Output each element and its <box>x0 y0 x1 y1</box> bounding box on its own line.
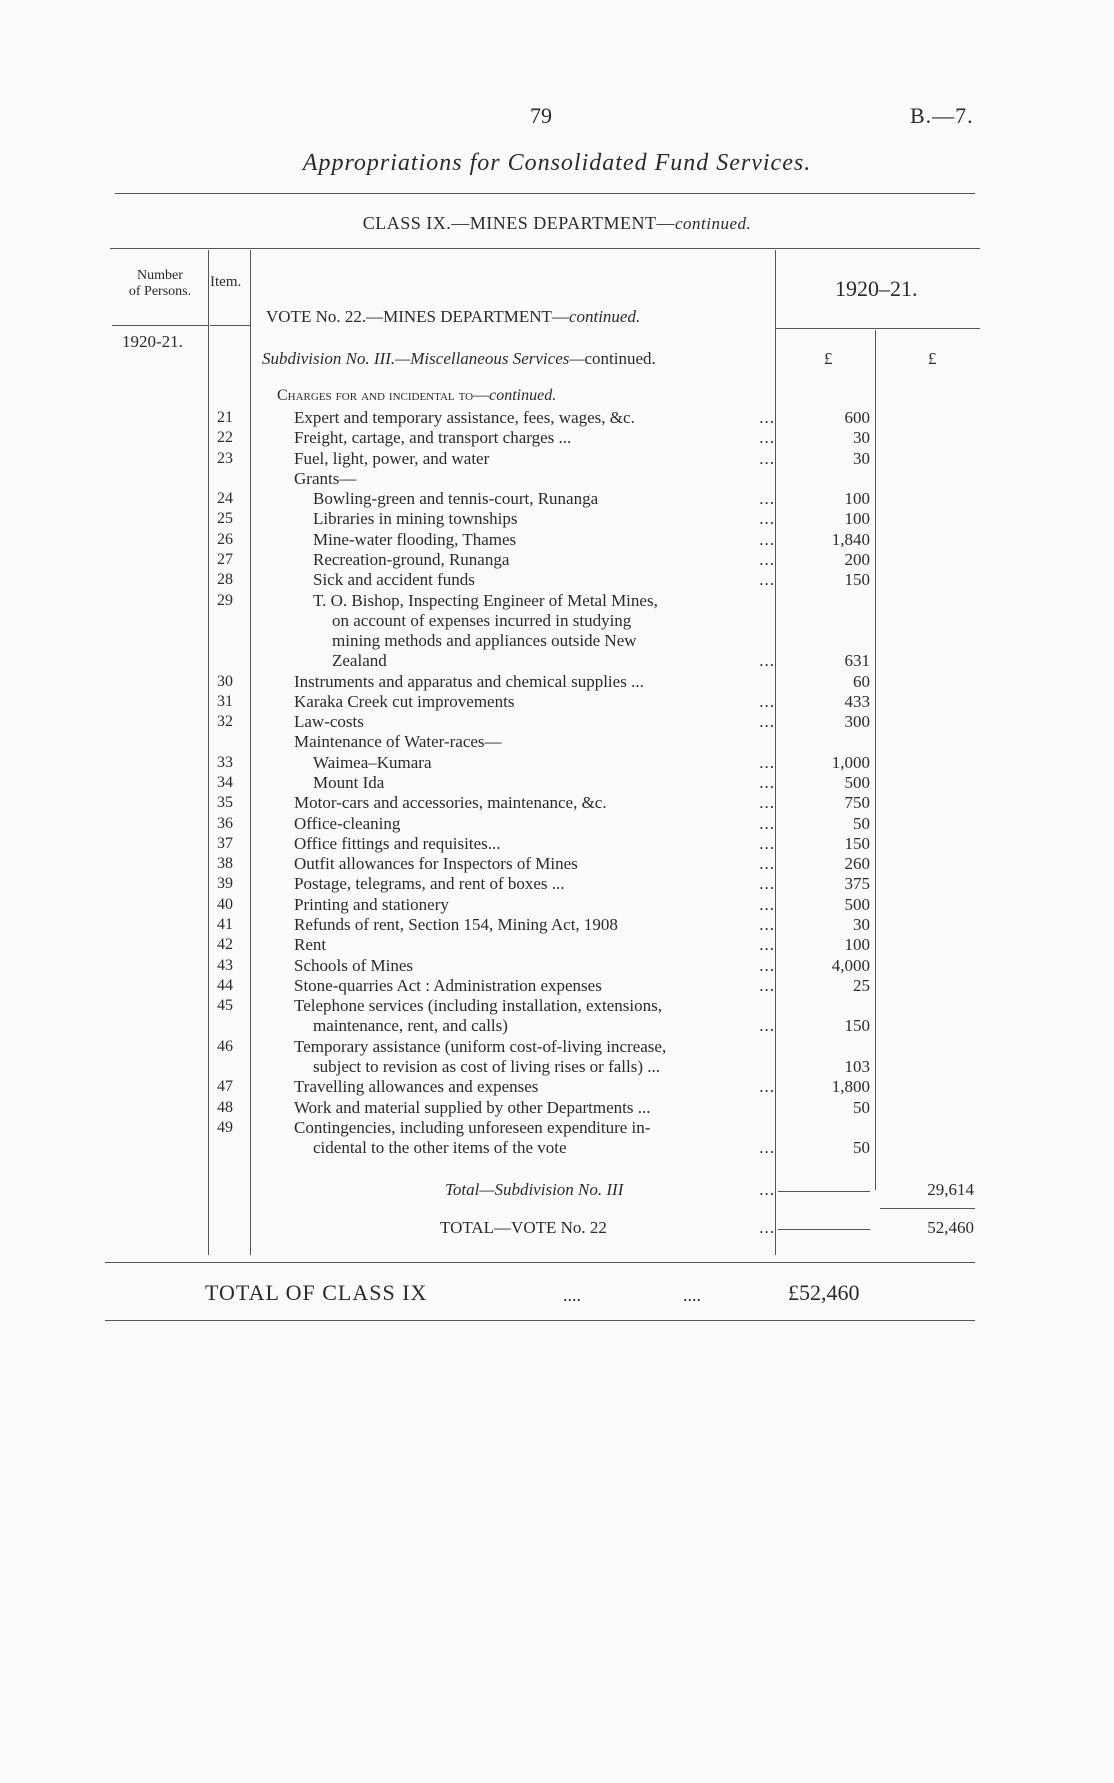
item-amount: 150 <box>844 1016 870 1036</box>
table-row <box>0 611 1114 631</box>
leader-dots: ... <box>759 793 775 813</box>
class-continued: continued. <box>675 214 752 233</box>
item-amount: 50 <box>853 1097 870 1117</box>
leader-dots: ... <box>759 428 775 448</box>
item-number: 34 <box>217 774 233 792</box>
table-row <box>0 753 1114 773</box>
table-row <box>0 834 1114 854</box>
leader-dots: ... <box>759 712 775 732</box>
item-description: Schools of Mines <box>294 955 413 975</box>
item-description: mining methods and appliances outside New <box>332 631 637 651</box>
leader-dots: ... <box>759 1138 775 1158</box>
table-row <box>0 996 1114 1016</box>
item-description: Postage, telegrams, and rent of boxes ... <box>294 874 565 894</box>
table-row <box>0 1057 1114 1077</box>
item-description: Grants— <box>294 468 357 488</box>
item-description: T. O. Bishop, Inspecting Engineer of Metal Mines, <box>313 590 658 610</box>
table-row <box>0 1098 1114 1118</box>
leader-dots: ... <box>759 833 775 853</box>
item-description: Freight, cartage, and transport charges ... <box>294 428 572 448</box>
item-description: Refunds of rent, Section 154, Mining Act, 1908 <box>294 915 618 934</box>
leader-dots: ... <box>759 915 775 934</box>
item-description: Motor-cars and accessories, maintenance, &c. <box>294 793 607 813</box>
class-heading <box>0 213 1114 234</box>
item-number: 38 <box>217 855 233 873</box>
leader-dots: ... <box>759 1218 775 1237</box>
item-amount: 25 <box>853 975 870 995</box>
charges-label: Charges for and incidental to— <box>277 387 490 404</box>
item-amount: 750 <box>844 793 870 813</box>
leader-dots: ... <box>759 651 775 671</box>
leader-dots: ... <box>759 549 775 569</box>
item-description: Libraries in mining townships <box>313 509 518 529</box>
vote-total-label: TOTAL—VOTE No. 22 <box>440 1218 607 1237</box>
item-amount: 50 <box>853 1138 870 1158</box>
item-description: Work and material supplied by other Departments ... <box>294 1097 651 1117</box>
table-top-rule <box>110 248 980 249</box>
item-description: Office-cleaning <box>294 813 401 833</box>
table-row <box>0 428 1114 448</box>
item-amount: 500 <box>844 773 870 793</box>
table-row <box>0 1118 1114 1138</box>
table-row <box>0 530 1114 550</box>
item-amount: 30 <box>853 915 870 934</box>
item-description: Contingencies, including unforeseen expenditure in- <box>294 1117 651 1137</box>
page-title: Appropriations for Consolidated Fund Services. <box>302 150 812 176</box>
vote-continued: continued. <box>568 307 641 326</box>
item-header-rule <box>210 325 250 326</box>
year-left-label: 1920-21. <box>122 332 183 351</box>
item-amount: 100 <box>844 489 870 509</box>
item-description: Expert and temporary assistance, fees, wages, &c. <box>294 408 635 427</box>
table-row <box>0 570 1114 590</box>
leader-dots: ... <box>759 489 775 509</box>
item-description: Office fittings and requisites... <box>294 833 501 853</box>
table-row <box>0 651 1114 671</box>
item-number: 36 <box>217 814 233 832</box>
item-number: 42 <box>217 936 233 954</box>
item-amount: 433 <box>844 691 870 711</box>
item-description: Recreation-ground, Runanga <box>313 549 510 569</box>
title-rule <box>115 193 975 194</box>
leader-dots: ... <box>759 509 775 529</box>
table-row <box>0 1077 1114 1097</box>
leader-dots: ... <box>759 1077 775 1097</box>
table-row <box>0 489 1114 509</box>
vote-label: VOTE No. 22.—MINES DEPARTMENT— <box>266 307 569 326</box>
class-total-dots-1: .... <box>563 1285 581 1305</box>
table-row <box>0 712 1114 732</box>
leader-dots: ... <box>759 752 775 772</box>
item-number: 39 <box>217 875 233 893</box>
item-description: Waimea–Kumara <box>313 752 432 772</box>
leader-dots: ... <box>759 570 775 590</box>
class-total-top-rule <box>105 1262 975 1263</box>
item-description: Zealand <box>332 651 387 671</box>
item-description: Bowling-green and tennis-court, Runanga <box>313 489 599 509</box>
number-of-persons-line2: of Persons. <box>128 284 192 299</box>
leader-dots: ... <box>759 691 775 711</box>
table-row <box>0 631 1114 651</box>
leader-dots: ... <box>759 854 775 874</box>
vote-total-amount: 52,460 <box>927 1218 974 1237</box>
table-row <box>0 550 1114 570</box>
class-total-dots-2: .... <box>683 1285 701 1305</box>
item-number: 23 <box>217 449 233 467</box>
document-reference: B.—7. <box>910 103 974 128</box>
item-number: 25 <box>217 510 233 528</box>
item-amount: 100 <box>844 509 870 529</box>
item-number: 22 <box>217 429 233 447</box>
table-row <box>0 854 1114 874</box>
item-amount: 4,000 <box>831 955 870 975</box>
item-amount: 100 <box>844 935 870 955</box>
leader-dots: ... <box>759 935 775 955</box>
class-total-bottom-rule <box>105 1320 975 1321</box>
item-number: 28 <box>217 571 233 589</box>
subdivision-total-rule <box>880 1208 975 1209</box>
item-number: 40 <box>217 895 233 913</box>
table-row <box>0 976 1114 996</box>
item-description: Mount Ida <box>313 773 385 793</box>
table-row <box>0 1138 1114 1158</box>
item-header: Item. <box>210 274 242 290</box>
item-amount: 150 <box>844 833 870 853</box>
item-amount: 375 <box>844 874 870 894</box>
item-description: Travelling allowances and expenses <box>294 1077 539 1097</box>
year-header: 1920–21. <box>835 276 918 301</box>
table-row <box>0 469 1114 489</box>
item-description: Temporary assistance (uniform cost-of-living increase, <box>294 1036 667 1056</box>
item-number: 37 <box>217 834 233 852</box>
leader-dots: ... <box>759 813 775 833</box>
item-number: 26 <box>217 530 233 548</box>
item-description: Mine-water flooding, Thames <box>313 529 517 549</box>
item-number: 29 <box>217 591 233 609</box>
item-description: Karaka Creek cut improvements <box>294 691 515 711</box>
table-row <box>0 672 1114 692</box>
item-description: subject to revision as cost of living rises or falls) ... <box>313 1056 661 1076</box>
leader-dots: ... <box>759 955 775 975</box>
item-amount: 200 <box>844 549 870 569</box>
item-number: 49 <box>217 1118 233 1136</box>
table-row <box>0 793 1114 813</box>
item-description: Rent <box>294 935 327 955</box>
item-description: Stone-quarries Act : Administration expenses <box>294 975 602 995</box>
charges-heading <box>277 387 556 405</box>
class-total-label: TOTAL OF CLASS IX <box>205 1280 428 1305</box>
item-description: maintenance, rent, and calls) <box>313 1016 508 1036</box>
table-row <box>0 732 1114 752</box>
subdivision-total-row <box>0 1180 1114 1200</box>
number-of-persons-header <box>112 268 208 300</box>
item-number: 33 <box>217 753 233 771</box>
item-number: 44 <box>217 976 233 994</box>
table-row <box>0 591 1114 611</box>
item-number: 31 <box>217 692 233 710</box>
table-row <box>0 449 1114 469</box>
vote-heading <box>266 307 640 327</box>
item-amount: 50 <box>853 813 870 833</box>
number-of-persons-line1: Number <box>137 268 183 283</box>
item-amount: 260 <box>844 854 870 874</box>
item-description: Sick and accident funds <box>313 570 475 590</box>
currency-col2: £ <box>928 349 937 368</box>
vote-total-row <box>0 1218 1114 1238</box>
leader-dots: ... <box>759 1180 775 1199</box>
item-description: on account of expenses incurred in studying <box>332 610 632 630</box>
item-number: 30 <box>217 672 233 690</box>
item-amount: 500 <box>844 894 870 914</box>
persons-header-rule <box>112 325 208 326</box>
item-description: Outfit allowances for Inspectors of Mines <box>294 854 578 874</box>
leader-dots: ... <box>759 408 775 427</box>
item-description: Maintenance of Water-races— <box>294 732 502 752</box>
year-header-rule <box>775 328 980 329</box>
table-row <box>0 935 1114 955</box>
subdivision-label: Subdivision No. III.—Miscellaneous Services— <box>262 349 585 368</box>
item-amount: 300 <box>844 712 870 732</box>
item-amount: 30 <box>853 428 870 448</box>
table-row <box>0 956 1114 976</box>
item-number: 27 <box>217 550 233 568</box>
item-number: 41 <box>217 916 233 933</box>
class-label: CLASS IX.—MINES DEPARTMENT— <box>362 213 675 233</box>
leader-dots: ... <box>759 975 775 995</box>
leader-dots: ... <box>759 529 775 549</box>
item-description: Instruments and apparatus and chemical supplies ... <box>294 671 644 691</box>
currency-col1: £ <box>824 349 833 368</box>
item-amount: 600 <box>844 408 870 427</box>
item-amount: 30 <box>853 448 870 468</box>
charges-continued: continued. <box>489 387 557 404</box>
item-amount: 1,800 <box>831 1077 870 1097</box>
item-number: 46 <box>217 1037 233 1055</box>
item-amount: 60 <box>853 671 870 691</box>
item-amount: 631 <box>844 651 870 671</box>
table-row <box>0 895 1114 915</box>
table-row <box>0 1037 1114 1057</box>
leader-dots: ... <box>759 773 775 793</box>
item-amount: 103 <box>844 1056 870 1076</box>
subdivision-continued: continued. <box>584 349 656 368</box>
table-row <box>0 814 1114 834</box>
item-amount: 1,000 <box>831 752 870 772</box>
subtotal-dash <box>778 1191 870 1192</box>
leader-dots: ... <box>759 1016 775 1036</box>
table-row <box>0 408 1114 428</box>
item-number: 47 <box>217 1078 233 1096</box>
leader-dots: ... <box>759 894 775 914</box>
item-description: Telephone services (including installation, extensions, <box>294 996 662 1016</box>
leader-dots: ... <box>759 448 775 468</box>
table-row <box>0 509 1114 529</box>
item-amount: 1,840 <box>831 529 870 549</box>
item-number: 43 <box>217 956 233 974</box>
vote-total-dash <box>778 1229 870 1230</box>
item-number: 48 <box>217 1098 233 1116</box>
item-amount: 150 <box>844 570 870 590</box>
item-description: Law-costs <box>294 712 364 732</box>
page-number: 79 <box>530 103 552 128</box>
item-description: cidental to the other items of the vote <box>313 1138 567 1158</box>
table-row <box>0 874 1114 894</box>
leader-dots: ... <box>759 874 775 894</box>
item-number: 45 <box>217 997 233 1015</box>
subdivision-heading <box>262 349 656 369</box>
subdivision-total-label: Total—Subdivision No. III <box>445 1180 624 1199</box>
item-description: Printing and stationery <box>294 894 449 914</box>
item-number: 35 <box>217 794 233 812</box>
table-row <box>0 915 1114 935</box>
table-row <box>0 692 1114 712</box>
item-number: 21 <box>217 409 233 426</box>
item-number: 32 <box>217 713 233 731</box>
table-row <box>0 773 1114 793</box>
item-number: 24 <box>217 490 233 508</box>
table-row <box>0 1016 1114 1036</box>
subdivision-total-amount: 29,614 <box>927 1180 974 1199</box>
class-total-amount: £52,460 <box>788 1280 860 1305</box>
item-description: Fuel, light, power, and water <box>294 448 490 468</box>
